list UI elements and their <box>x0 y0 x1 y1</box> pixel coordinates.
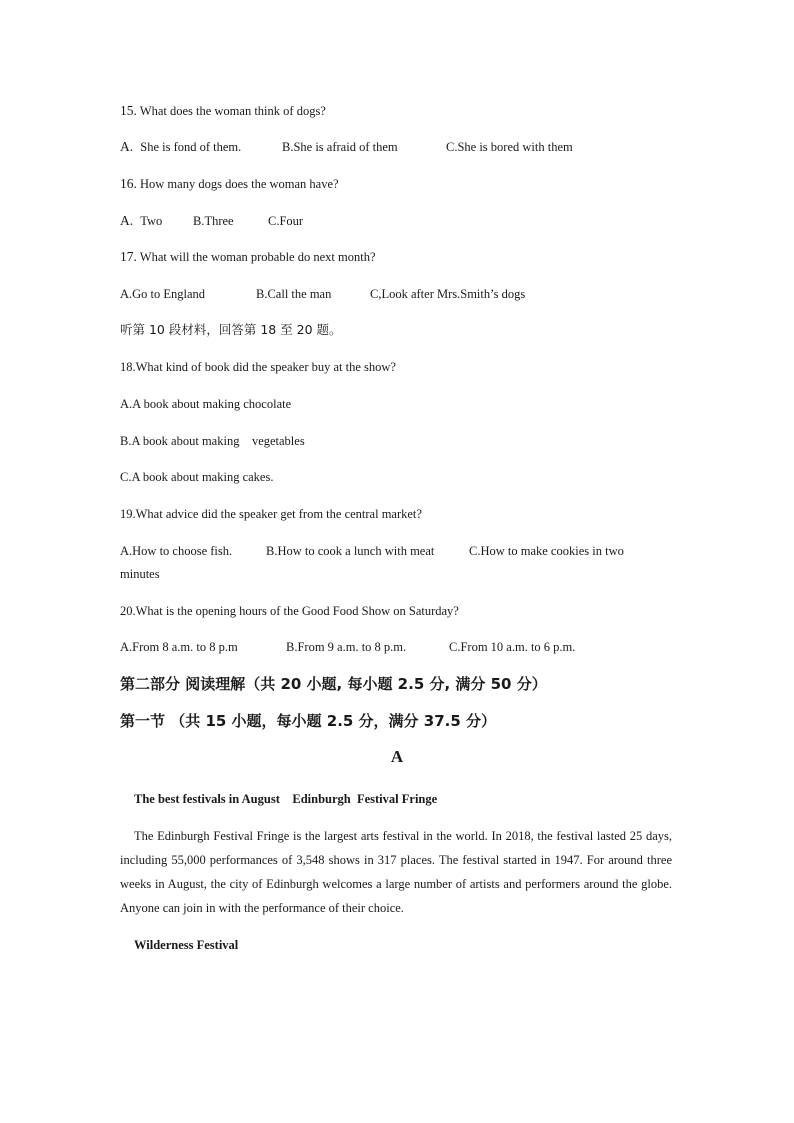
question-text: What will the woman probable do next month? <box>139 250 376 264</box>
question-15-options <box>120 139 573 155</box>
question-number: 16. <box>120 176 137 191</box>
option-a: She is fond of them. <box>140 140 242 154</box>
question-19: 19.What advice did the speaker get from the central market? <box>120 507 422 521</box>
question-18-option-c: C.A book about making cakes. <box>120 470 274 484</box>
option-a: A.How to choose fish. <box>120 544 233 558</box>
option-c: C.From 10 a.m. to 6 p.m. <box>449 640 576 654</box>
option-b: B.From 9 a.m. to 8 p.m. <box>286 640 407 654</box>
option-a: A.From 8 a.m. to 8 p.m <box>120 640 238 654</box>
option-c: C.How to make cookies in two <box>469 544 624 558</box>
question-18: 18.What kind of book did the speaker buy at the show? <box>120 360 396 374</box>
passage-letter: A <box>390 747 404 766</box>
question-18-option-b: B.A book about making vegetables <box>120 434 305 448</box>
passage-paragraph: The Edinburgh Festival Fringe is the largest arts festival in the world. In 2018, the festival lasted 25 days, including 55,000 performances of 3,548 shows in 317 places. The festival started in 1947. For around three weeks in August, the city of Edinburgh welcomes a large number of artists and performers around the globe. Anyone can join in with the performance of their choice. <box>120 829 672 915</box>
question-20-options <box>120 639 576 655</box>
question-15 <box>120 103 326 119</box>
part-two-heading: 第二部分 阅读理解（共 20 小题, 每小题 2.5 分, 满分 50 分） <box>120 675 547 693</box>
question-number: 17. <box>120 249 137 264</box>
question-number: 15. <box>120 103 137 118</box>
option-c: C.She is bored with them <box>446 140 573 154</box>
option-b: B.How to cook a lunch with meat <box>266 544 435 558</box>
question-text: What does the woman think of dogs? <box>139 104 326 118</box>
option-a-letter: A. <box>120 139 134 154</box>
section-one-heading: 第一节 （共 15 小题，每小题 2.5 分，满分 37.5 分） <box>120 712 497 730</box>
option-b: B.She is afraid of them <box>282 140 398 154</box>
question-20: 20.What is the opening hours of the Good Food Show on Saturday? <box>120 604 459 618</box>
question-18-option-a: A.A book about making chocolate <box>120 397 292 411</box>
question-17 <box>120 249 376 265</box>
question-19-option-c-continued: minutes <box>120 567 160 581</box>
passage-subtitle: Wilderness Festival <box>134 938 239 952</box>
option-c: C,Look after Mrs.Smith’s dogs <box>370 287 526 301</box>
option-c: C.Four <box>268 214 304 228</box>
passage-title: The best festivals in August Edinburgh Festival Fringe <box>134 792 438 806</box>
question-text: How many dogs does the woman have? <box>140 177 339 191</box>
question-16-options <box>120 213 304 229</box>
option-a-letter: A. <box>120 213 134 228</box>
option-b: B.Three <box>193 214 234 228</box>
option-a: A.Go to England <box>120 287 206 301</box>
question-16 <box>120 176 339 192</box>
question-19-options <box>120 543 624 559</box>
listening-instruction: 听第 10 段材料，回答第 18 至 20 题。 <box>120 322 342 337</box>
option-a: Two <box>140 214 163 228</box>
option-b: B.Call the man <box>256 287 332 301</box>
question-17-options <box>120 286 526 302</box>
